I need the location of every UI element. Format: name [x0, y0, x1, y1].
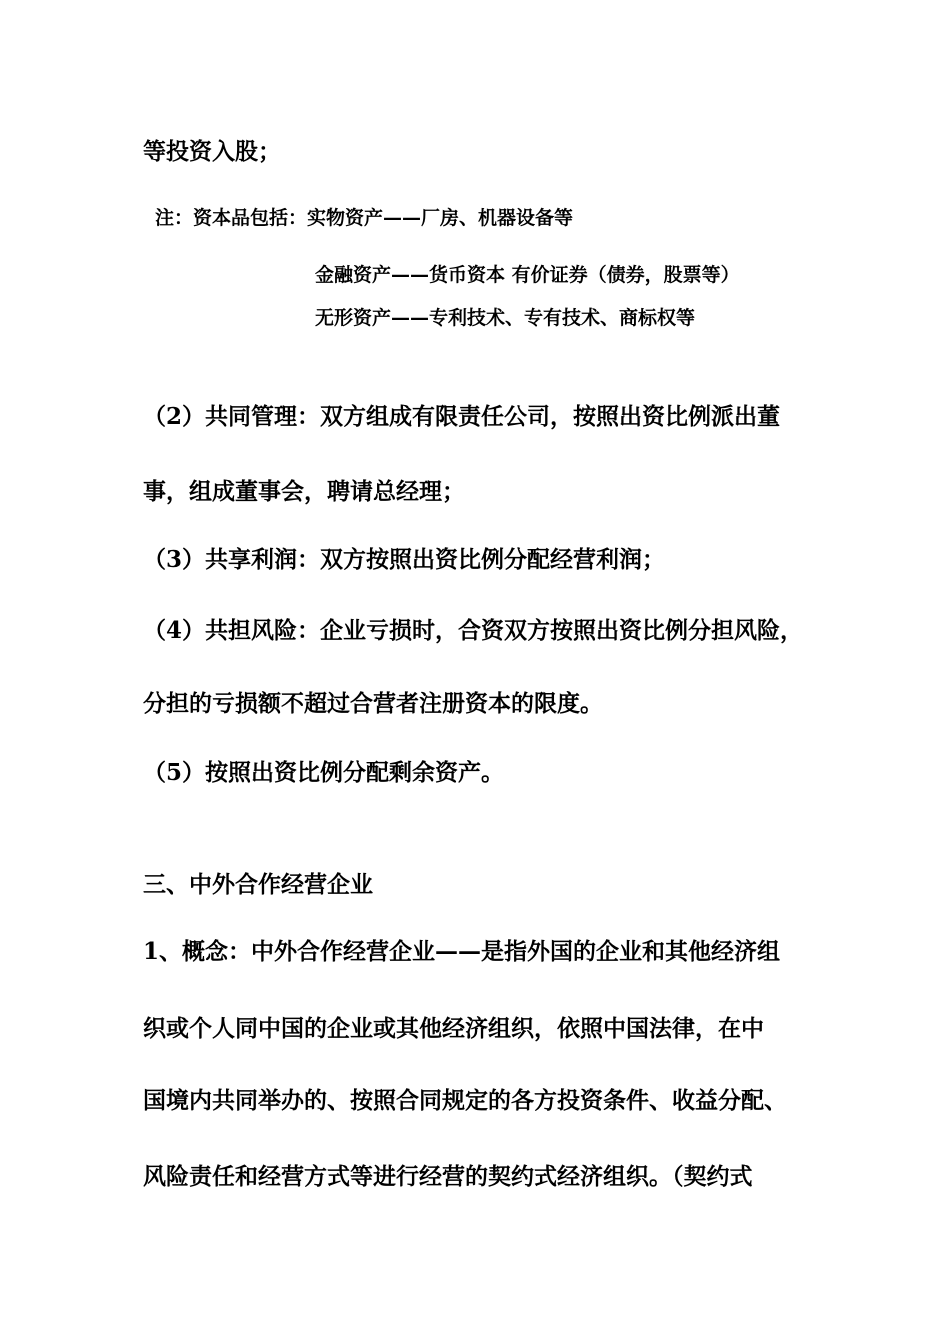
text-line-10: （5）按照出资比例分配剩余资产。 — [143, 759, 505, 786]
text-line-13: 织或个人同中国的企业或其他经济组织，依照中国法律，在中 — [143, 1015, 764, 1042]
text-line-5: （2）共同管理：双方组成有限责任公司，按照出资比例派出董 — [143, 403, 781, 430]
text-line-2: 注：资本品包括：实物资产——厂房、机器设备等 — [155, 207, 574, 229]
text-line-12: 1、概念：中外合作经营企业——是指外国的企业和其他经济组 — [143, 938, 781, 965]
text-line-15: 风险责任和经营方式等进行经营的契约式经济组织。（契约式 — [143, 1163, 753, 1190]
text-line-4: 无形资产——专利技术、专有技术、商标权等 — [315, 307, 696, 329]
text-line-6: 事，组成董事会，聘请总经理； — [143, 478, 465, 505]
text-line-11: 三、中外合作经营企业 — [143, 871, 373, 898]
text-line-1: 等投资入股； — [143, 138, 281, 165]
text-line-8: （4）共担风险：企业亏损时，合资双方按照出资比例分担风险， — [143, 617, 804, 644]
text-line-3: 金融资产——货币资本 有价证券（债券，股票等） — [315, 264, 740, 286]
text-line-14: 国境内共同举办的、按照合同规定的各方投资条件、收益分配、 — [143, 1087, 787, 1114]
text-line-7: （3）共享利润：双方按照出资比例分配经营利润； — [143, 546, 666, 573]
text-line-9: 分担的亏损额不超过合营者注册资本的限度。 — [143, 690, 603, 717]
